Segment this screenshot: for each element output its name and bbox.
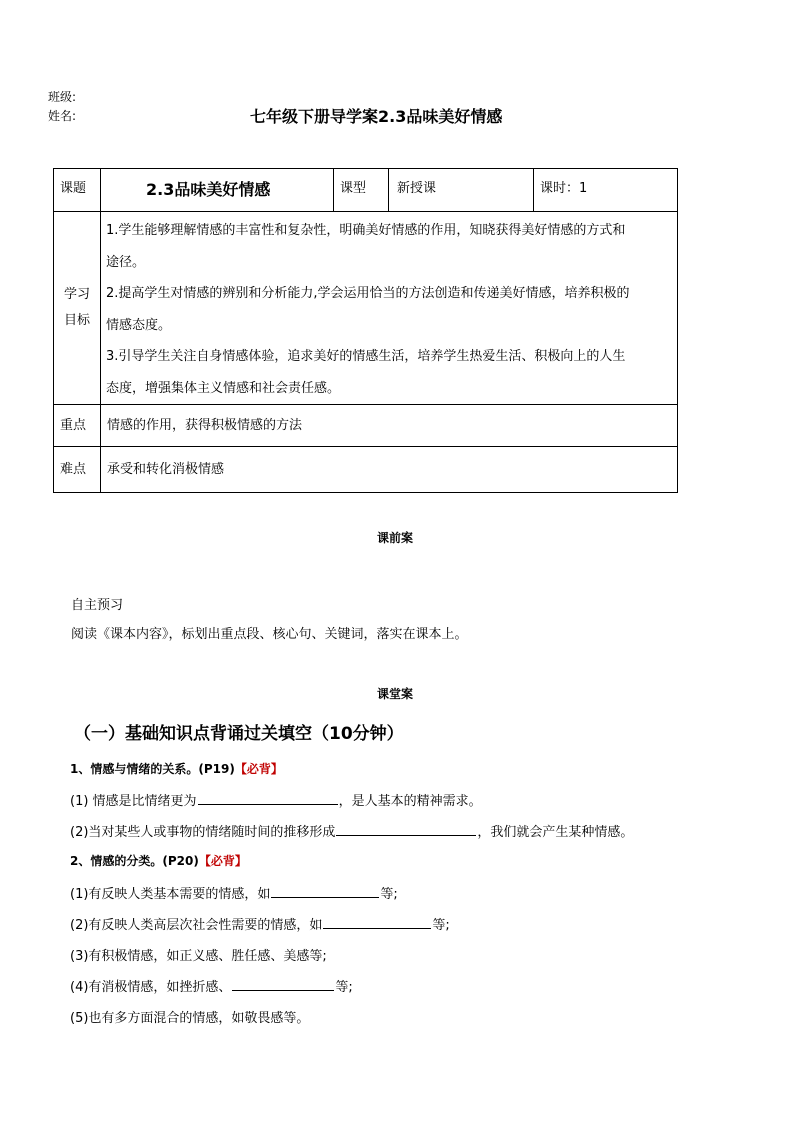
fill-blank[interactable] bbox=[271, 883, 379, 898]
question-2-line-1: (1)有反映人类基本需要的情感，如 等; bbox=[70, 883, 398, 902]
in-class-heading: 课堂案 bbox=[377, 687, 414, 701]
question-2-line-3: (3)有积极情感，如正义感、胜任感、美感等; bbox=[70, 949, 327, 964]
preview-text: 阅读《课本内容》，标划出重点段、核心句、关键词，落实在课本上。 bbox=[71, 627, 468, 642]
question-1-title: 1、情感与情绪的关系。(P19)【必背】 bbox=[70, 762, 283, 776]
table-row-difficulty bbox=[54, 447, 678, 493]
type-label: 课型 bbox=[340, 181, 367, 196]
question-2-line-5: (5)也有多方面混合的情感，如敬畏感等。 bbox=[70, 1011, 310, 1026]
topic-label: 课题 bbox=[60, 181, 87, 196]
section-title: （一）基础知识点背诵过关填空（10分钟） bbox=[74, 724, 404, 744]
pre-class-heading: 课前案 bbox=[377, 531, 414, 545]
preview-title: 自主预习 bbox=[71, 598, 124, 613]
class-label: 班级: bbox=[48, 90, 77, 104]
key-label: 重点 bbox=[60, 418, 87, 433]
question-1-line-1: (1) 情感是比情绪更为 ，是人基本的精神需求。 bbox=[70, 790, 482, 809]
difficulty-label: 难点 bbox=[60, 462, 87, 477]
period-value: 课时：1 bbox=[540, 181, 588, 196]
question-2-line-4: (4)有消极情感，如挫折感、 等; bbox=[70, 976, 353, 995]
question-2-line-2: (2)有反映人类高层次社会性需要的情感，如 等; bbox=[70, 914, 450, 933]
name-label: 姓名: bbox=[48, 109, 77, 123]
table-row-topic bbox=[54, 169, 678, 212]
goals-text: 1.学生能够理解情感的丰富性和复杂性，明确美好情感的作用，知晓获得美好情感的方式和 途径。 2.提高学生对情感的辨别和分析能力,学会运用恰当的方法创造和传递美好情感，培养积极的 情感态度。 3.引导学生关注自身情感体验，追求美好的情感生活，培养学生热爱生活、积极向上的人生 态度，增强集体主义情感和社会责任感。 bbox=[106, 223, 630, 396]
goals-label: 学习 目标 bbox=[63, 287, 90, 328]
must-memorize-tag: 【必背】 bbox=[234, 762, 283, 776]
fill-blank[interactable] bbox=[323, 914, 431, 929]
question-1-line-2: (2)当对某些人或事物的情绪随时间的推移形成 ，我们就会产生某种情感。 bbox=[70, 821, 633, 840]
topic-value: 2.3品味美好情感 bbox=[146, 180, 271, 199]
must-memorize-tag: 【必背】 bbox=[198, 854, 247, 868]
document-title: 七年级下册导学案2.3品味美好情感 bbox=[250, 107, 503, 126]
type-value: 新授课 bbox=[397, 181, 437, 196]
table-row-key-points bbox=[54, 405, 678, 447]
lesson-info-table bbox=[53, 168, 678, 493]
fill-blank[interactable] bbox=[336, 821, 476, 836]
fill-blank[interactable] bbox=[232, 976, 334, 991]
key-value: 情感的作用，获得积极情感的方法 bbox=[107, 418, 303, 433]
table-row-goals bbox=[54, 212, 678, 405]
question-2-title: 2、情感的分类。(P20)【必背】 bbox=[70, 854, 247, 868]
difficulty-value: 承受和转化消极情感 bbox=[107, 462, 225, 477]
fill-blank[interactable] bbox=[198, 790, 338, 805]
